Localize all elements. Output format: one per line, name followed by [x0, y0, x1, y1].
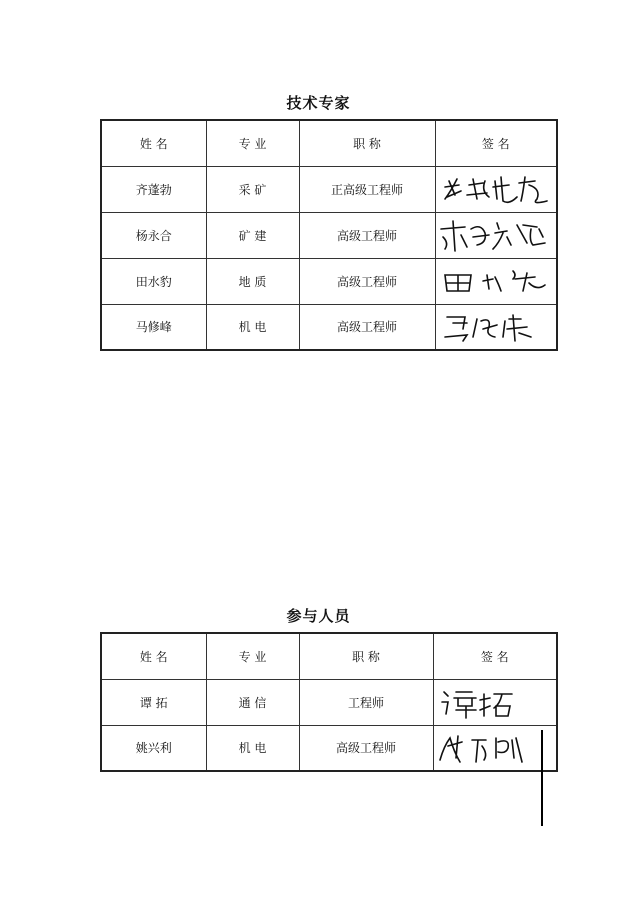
table-row [101, 212, 557, 258]
signature-cell [435, 166, 557, 212]
handwritten-signature [437, 215, 555, 255]
person-name: 马修峰 [101, 304, 206, 350]
person-name: 杨永合 [101, 212, 206, 258]
header-major: 专 业 [206, 633, 299, 679]
table-row [101, 166, 557, 212]
person-title: 高级工程师 [299, 304, 435, 350]
signature-cell [435, 258, 557, 304]
handwritten-signature [437, 261, 555, 301]
header-signature: 签 名 [433, 633, 557, 679]
person-major: 地 质 [206, 258, 299, 304]
header-name: 姓 名 [101, 120, 206, 166]
table-row [101, 725, 557, 771]
table-row [101, 679, 557, 725]
person-name: 姚兴利 [101, 725, 206, 771]
person-title: 正高级工程师 [299, 166, 435, 212]
experts-section-title: 技术专家 [286, 94, 351, 112]
signature-cell [433, 725, 557, 771]
experts-table [100, 119, 558, 351]
handwritten-signature [437, 307, 555, 347]
participants-section-title: 参与人员 [286, 607, 351, 625]
header-title: 职 称 [299, 633, 433, 679]
table-row [101, 304, 557, 350]
participants-table [100, 632, 558, 772]
person-major: 机 电 [206, 304, 299, 350]
person-name: 田水豹 [101, 258, 206, 304]
signature-cell [435, 212, 557, 258]
person-title: 高级工程师 [299, 725, 433, 771]
person-major: 机 电 [206, 725, 299, 771]
handwritten-signature [437, 169, 555, 209]
signature-cell [435, 304, 557, 350]
header-title: 职 称 [299, 120, 435, 166]
header-name: 姓 名 [101, 633, 206, 679]
header-major: 专 业 [206, 120, 299, 166]
person-title: 工程师 [299, 679, 433, 725]
person-title: 高级工程师 [299, 258, 435, 304]
person-title: 高级工程师 [299, 212, 435, 258]
table-row [101, 258, 557, 304]
signature-cell [433, 679, 557, 725]
person-name: 谭 拓 [101, 679, 206, 725]
person-name: 齐蓬勃 [101, 166, 206, 212]
signature-tail-stroke [541, 730, 543, 826]
person-major: 采 矿 [206, 166, 299, 212]
handwritten-signature [436, 682, 554, 722]
person-major: 通 信 [206, 679, 299, 725]
header-signature: 签 名 [435, 120, 557, 166]
person-major: 矿 建 [206, 212, 299, 258]
table-header-row [101, 120, 557, 166]
handwritten-signature [436, 728, 554, 768]
table-header-row [101, 633, 557, 679]
